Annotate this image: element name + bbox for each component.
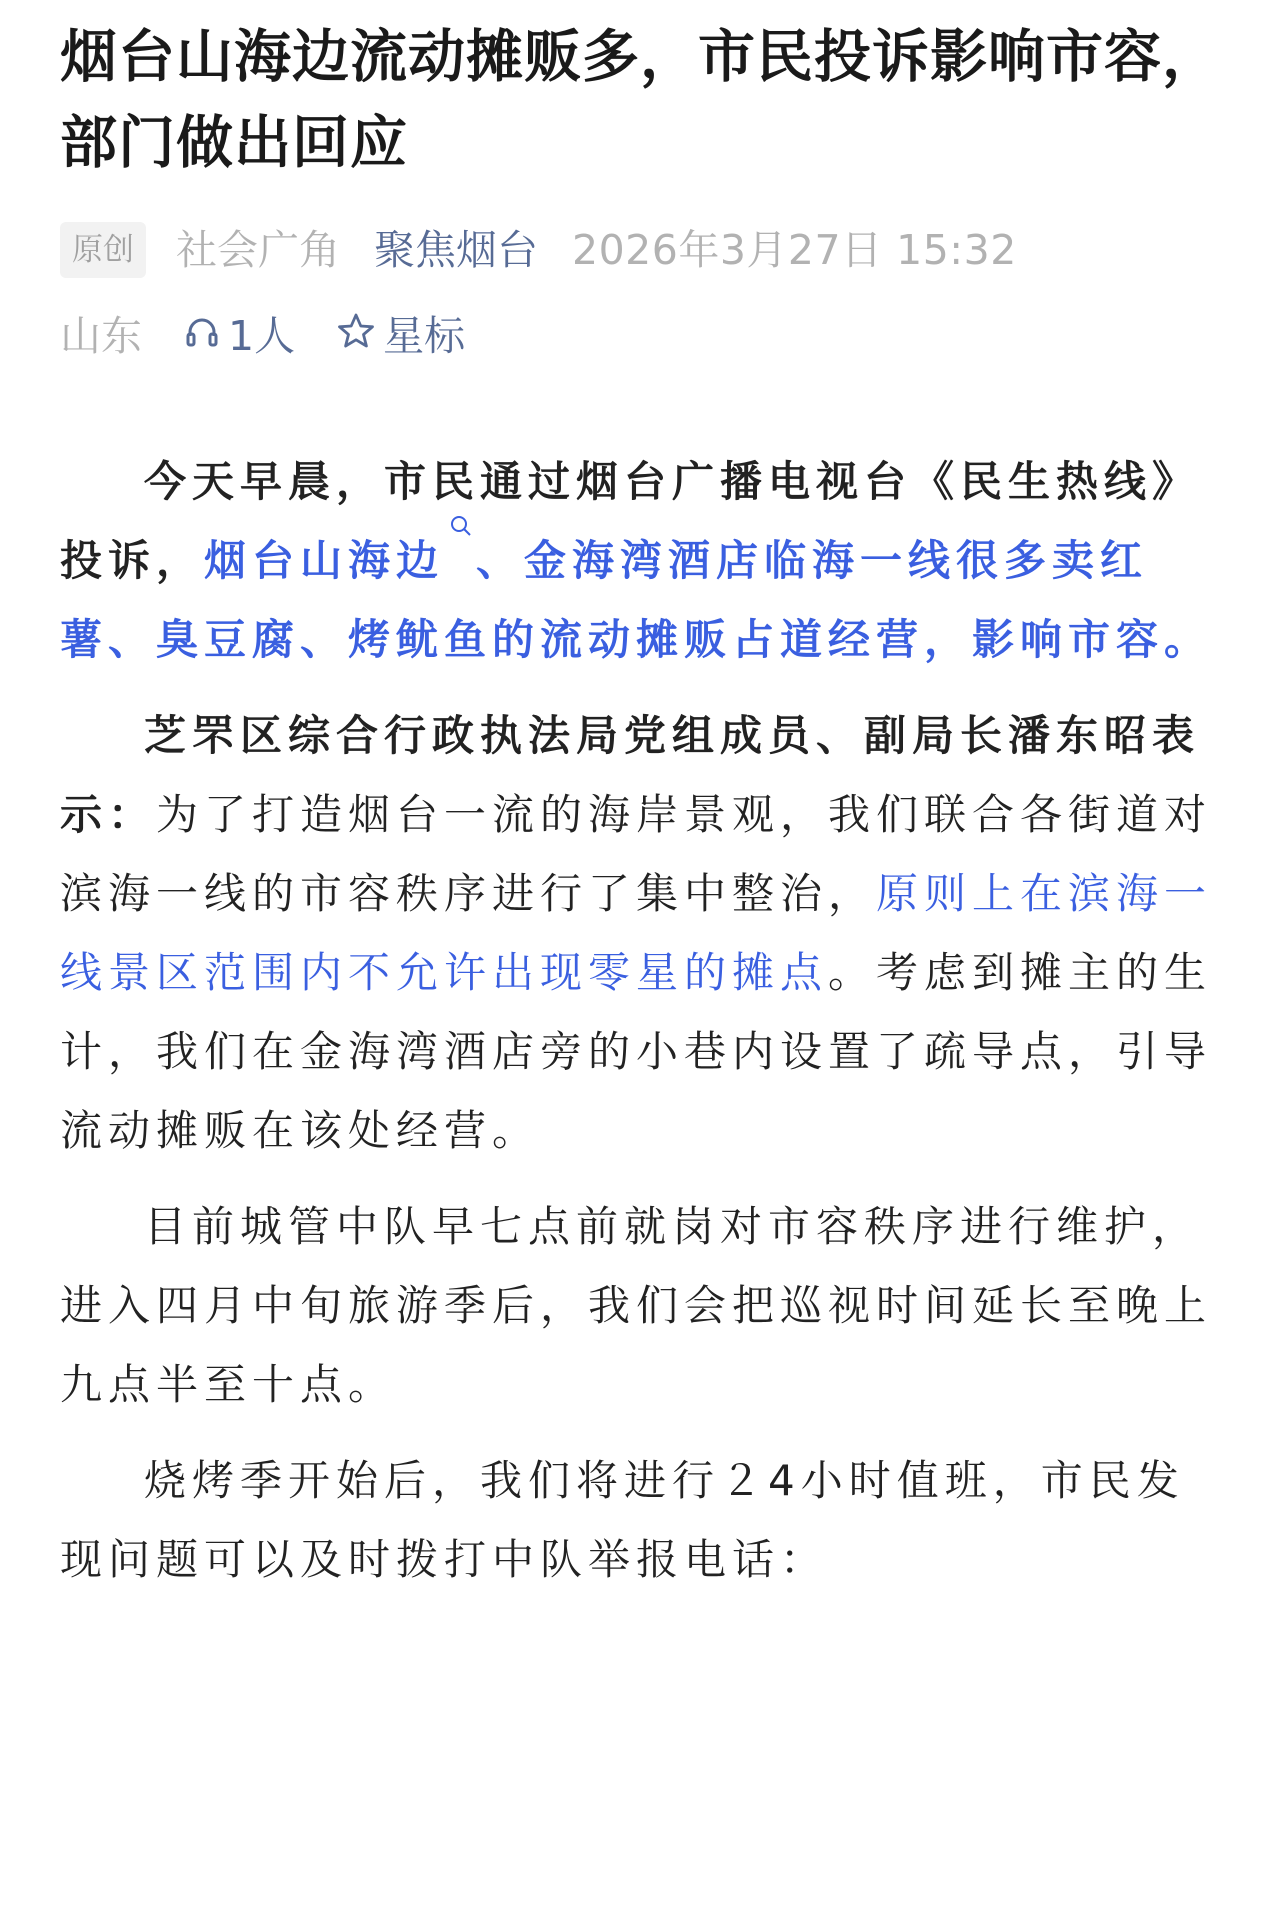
- search-icon[interactable]: [444, 536, 476, 585]
- listen-count: 1人: [228, 312, 296, 360]
- keyword-link-yantaishan[interactable]: 烟台山海边: [204, 536, 445, 585]
- paragraph-3: 目前城管中队早七点前就岗对市容秩序进行维护，进入四月中旬旅游季后，我们会把巡视时间延长至晚上九点半至十点。: [60, 1202, 1213, 1409]
- paragraph-2-highlight: 原则上在滨海一线景区范围内不允许出现零星的摊点: [60, 869, 1213, 997]
- account-name-link[interactable]: 聚焦烟台: [374, 226, 538, 274]
- meta-row-primary: [60, 220, 1220, 280]
- paragraph-1-intro: 今天早晨，市民通过烟台广播电视台《民生热线》投诉，: [60, 457, 1201, 585]
- meta-row-secondary: [60, 306, 1220, 366]
- paragraph-2-tail: 。考虑到摊主的生计，我们在金海湾酒店旁的小巷内设置了疏导点，引导流动摊贩在该处经营。: [60, 948, 1213, 1155]
- star-button[interactable]: [337, 306, 465, 366]
- paragraph-2-text: 为了打造烟台一流的海岸景观，我们联合各街道对滨海一线的市容秩序进行了集中整治，: [60, 790, 1213, 918]
- star-label: 星标: [383, 312, 466, 360]
- headphones-icon: [184, 306, 220, 366]
- author-name: 社会广角: [176, 226, 340, 274]
- article-title: 烟台山海边流动摊贩多，市民投诉影响市容，部门做出回应: [60, 24, 1220, 176]
- ip-location: 山东: [60, 312, 142, 360]
- publish-date: 2026年3月27日 15:32: [572, 226, 1017, 274]
- paragraph-2: [60, 696, 1220, 1170]
- paragraph-2-speaker: 芝罘区综合行政执法局党组成员、副局长潘东昭表示：: [60, 711, 1201, 839]
- original-badge: 原创: [60, 222, 146, 278]
- paragraph-4: 烧烤季开始后，我们将进行２4小时值班，市民发现问题可以及时拨打中队举报电话：: [60, 1456, 1185, 1584]
- paragraph-1-highlight: 、金海湾酒店临海一线很多卖红薯、臭豆腐、烤鱿鱼的流动摊贩占道经营，影响市容。: [60, 536, 1213, 664]
- star-icon: [337, 306, 375, 366]
- article-body: [60, 442, 1220, 1599]
- listen-button[interactable]: [184, 306, 295, 366]
- article-meta: [60, 220, 1220, 366]
- paragraph-1: [60, 442, 1220, 679]
